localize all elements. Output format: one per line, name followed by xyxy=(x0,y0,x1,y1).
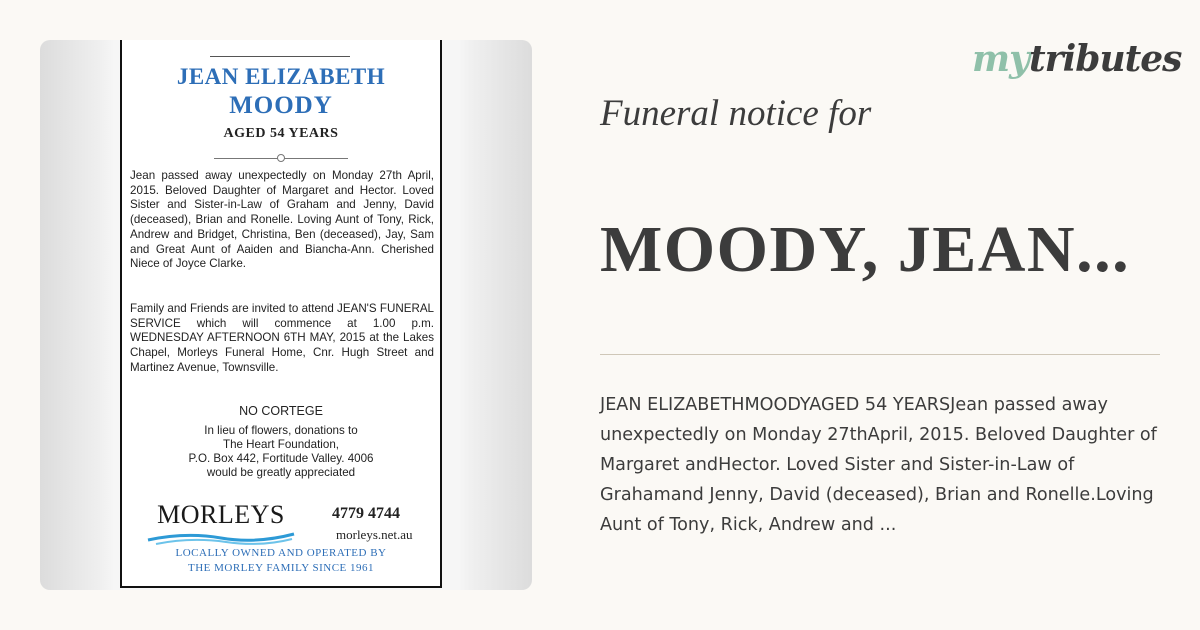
notice-top-rule xyxy=(210,56,350,57)
notice-phone: 4779 4744 xyxy=(332,505,400,522)
donation-line: The Heart Foundation, xyxy=(222,438,339,451)
funeral-notice-image xyxy=(40,40,532,590)
notice-age: AGED 54 YEARS xyxy=(223,126,339,141)
notice-tagline-2: THE MORLEY FAMILY SINCE 1961 xyxy=(187,562,375,574)
page-title: MOODY, JEAN... xyxy=(600,213,1131,286)
mytributes-logo[interactable] xyxy=(972,38,1181,80)
notice-website: morleys.net.au xyxy=(336,527,413,542)
divider xyxy=(600,354,1160,355)
notice-name-line1: JEAN ELIZABETH xyxy=(176,64,386,89)
brand-tributes: tributes xyxy=(1029,38,1182,80)
page-subtitle: Funeral notice for xyxy=(600,93,872,134)
ornament-circle-icon xyxy=(277,154,285,162)
notice-clipping xyxy=(120,40,442,588)
notice-name-line2: MOODY xyxy=(229,92,333,119)
notice-excerpt: JEAN ELIZABETHMOODYAGED 54 YEARSJean passed away unexpectedly on Monday 27thApril, 2015. Beloved Daughter of Margaret andHector. Loved Sister and Sister-in-Law of Grahamand Jenny, David (deceased), Brian and Ronelle.Loving Aunt of Tony, Rick, Andrew and ... xyxy=(600,395,1157,535)
morleys-logo xyxy=(146,500,296,548)
notice-divider xyxy=(214,154,348,162)
brand-my: my xyxy=(972,38,1030,80)
notice-tagline-1: LOCALLY OWNED AND OPERATED BY xyxy=(175,547,387,559)
donation-line: would be greatly appreciated xyxy=(206,466,356,479)
donation-line: In lieu of flowers, donations to xyxy=(204,424,358,437)
morleys-logo-text: MORLEYS xyxy=(157,500,285,529)
notice-cortege: NO CORTEGE xyxy=(239,404,323,418)
notice-paragraph-1: Jean passed away unexpectedly on Monday 27th April, 2015. Beloved Daughter of Margaret and Hector. Loved Sister and Sister-in-Law of Graham and Jenny, David (deceased), Brian and Ronelle. Loving Aunt of Tony, Rick, Andrew and Bridget, Christina, Ben (deceased), Jay, Sam and Great Aunt of Aaiden and Biancha-Ann. Cherished Niece of Joyce Clarke. xyxy=(130,169,434,271)
notice-donations xyxy=(122,424,440,480)
wave-icon xyxy=(146,530,296,546)
donation-line: P.O. Box 442, Fortitude Valley. 4006 xyxy=(188,452,374,465)
notice-paragraph-2: Family and Friends are invited to attend JEAN'S FUNERAL SERVICE which will commence at 1.00 p.m. WEDNESDAY AFTERNOON 6TH MAY, 2015 at the Lakes Chapel, Morleys Funeral Home, Cnr. Hugh Street and Martinez Avenue, Townsville. xyxy=(130,302,434,374)
